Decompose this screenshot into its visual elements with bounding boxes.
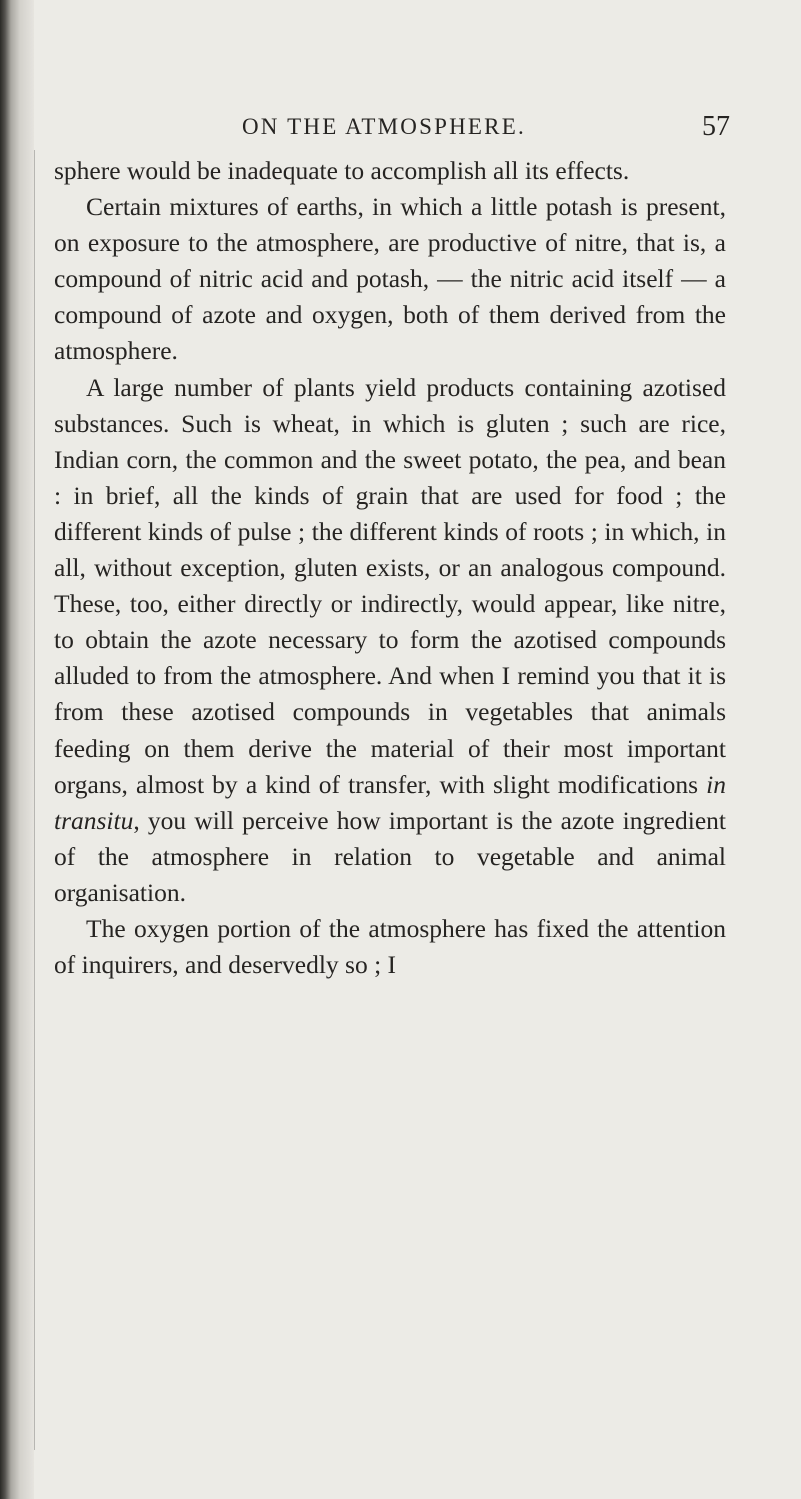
text-segment: , you will perceive how important is the azote ingredient of the atmosphere in relation to vegetable and animal organisation. [54, 805, 726, 907]
paragraph [54, 370, 726, 911]
text-segment: A large number of plants yield products containing azotised substances. Such is wheat, in which is gluten ; such are rice, Indian corn, the common and the sweet potato, the pea, and bean : in brief, all the kinds of grain that are used for food ; the different kinds of pulse ; the different kinds of roots ; in which, in all, without exception, gluten exists, or an analogous compound. These, too, either directly or indirectly, would appear, like nitre, to obtain the azote necessary to form the azotised compounds alluded to from the atmosphere. And when I remind you that it is from these azotised compounds in vegetables that animals feeding on them derive the material of their most important organs, almost by a kind of transfer, with slight modifications [54, 372, 726, 799]
page-number: 57 [702, 111, 730, 142]
body-text [54, 153, 726, 983]
running-head: ON THE ATMOSPHERE. [242, 114, 526, 139]
paragraph [54, 911, 726, 983]
text-segment: sphere would be inadequate to accomplish all its effects. [54, 156, 630, 185]
paragraph [54, 189, 726, 369]
gutter-fold-line [34, 150, 35, 1450]
italic-phrase: in transitu [54, 769, 726, 835]
page-header [130, 109, 730, 145]
page-gutter-shadow [0, 0, 34, 1499]
text-segment: Certain mixtures of earths, in which a little potash is present, on exposure to the atmosphere, are productive of nitre, that is, a compound of nitric acid and potash, — the nitric acid itself — a compound of azote and oxygen, both of them derived from the atmosphere. [54, 192, 726, 366]
paragraph [54, 153, 726, 189]
text-segment: The oxygen portion of the atmosphere has fixed the attention of inquirers, and deservedly so ; I [54, 913, 726, 980]
